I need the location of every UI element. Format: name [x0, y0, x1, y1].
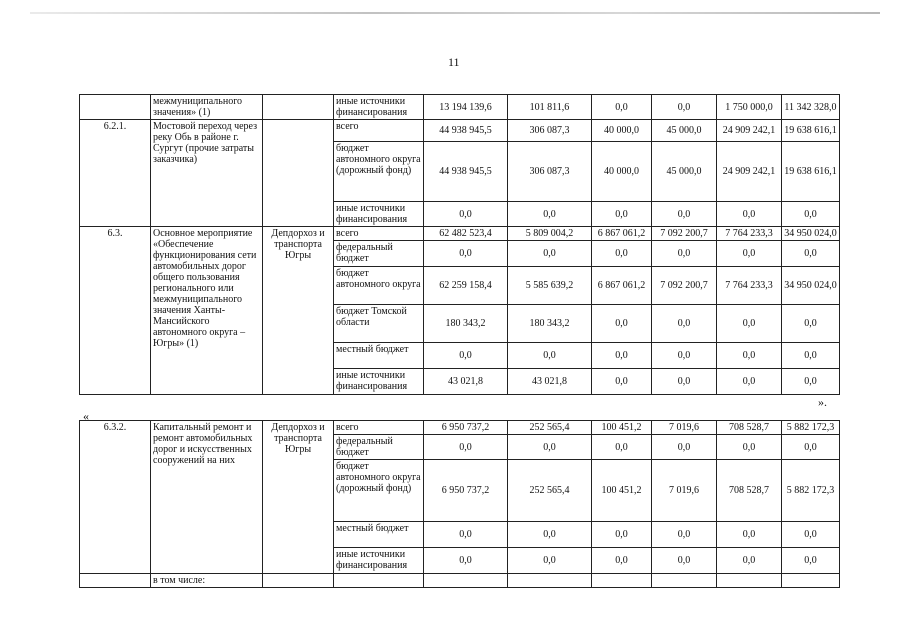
value-cell: 306 087,3: [508, 142, 592, 202]
value-cell: 0,0: [592, 369, 652, 395]
value-cell: 0,0: [652, 343, 717, 369]
value-cell: 0,0: [592, 522, 652, 548]
row-name: Капитальный ремонт и ремонт автомобильных дорог и искусственных сооружений на них: [151, 421, 263, 574]
closing-quote: ».: [818, 395, 827, 409]
value-cell: 45 000,0: [652, 120, 717, 142]
row-responsible: [263, 574, 334, 588]
value-cell: 0,0: [717, 369, 782, 395]
value-cell: 0,0: [424, 522, 508, 548]
table-row: [80, 421, 840, 435]
value-cell: 44 938 945,5: [424, 120, 508, 142]
row-name: в том числе:: [151, 574, 263, 588]
value-cell: 1 750 000,0: [717, 95, 782, 120]
value-cell: 5 585 639,2: [508, 267, 592, 305]
value-cell: 0,0: [782, 241, 840, 267]
value-cell: 0,0: [508, 548, 592, 574]
row-source: иные источники финансирования: [334, 202, 424, 227]
value-cell: [424, 574, 508, 588]
value-cell: 0,0: [782, 435, 840, 460]
value-cell: [652, 574, 717, 588]
value-cell: 0,0: [782, 548, 840, 574]
value-cell: 0,0: [508, 343, 592, 369]
value-cell: 6 867 061,2: [592, 267, 652, 305]
row-name: Основное мероприятие «Обеспечение функционирования сети автомобильных дорог общего пользования регионального или межмуниципального значения Ханты-Мансийского автономного округа – Югры» (1): [151, 227, 263, 395]
value-cell: 0,0: [782, 305, 840, 343]
row-source: федеральный бюджет: [334, 435, 424, 460]
value-cell: 6 950 737,2: [424, 421, 508, 435]
value-cell: 7 092 200,7: [652, 227, 717, 241]
value-cell: 43 021,8: [424, 369, 508, 395]
value-cell: [782, 574, 840, 588]
value-cell: 11 342 328,0: [782, 95, 840, 120]
value-cell: 5 882 172,3: [782, 460, 840, 522]
value-cell: 7 764 233,3: [717, 267, 782, 305]
table-row: [80, 120, 840, 142]
row-name: межмуниципального значения» (1): [151, 95, 263, 120]
value-cell: 0,0: [717, 202, 782, 227]
scan-edge: [30, 12, 880, 14]
value-cell: 100 451,2: [592, 460, 652, 522]
value-cell: 43 021,8: [508, 369, 592, 395]
value-cell: 180 343,2: [508, 305, 592, 343]
row-responsible: [263, 120, 334, 227]
value-cell: 0,0: [652, 241, 717, 267]
value-cell: 7 019,6: [652, 421, 717, 435]
row-source: бюджет автономного округа (дорожный фонд): [334, 460, 424, 522]
value-cell: 0,0: [424, 435, 508, 460]
value-cell: 0,0: [508, 202, 592, 227]
row-code: [80, 574, 151, 588]
row-responsible: Депдорхоз и транспорта Югры: [263, 227, 334, 395]
row-source: федеральный бюджет: [334, 241, 424, 267]
value-cell: 6 867 061,2: [592, 227, 652, 241]
value-cell: 45 000,0: [652, 142, 717, 202]
row-source: бюджет Томской области: [334, 305, 424, 343]
value-cell: 0,0: [782, 202, 840, 227]
row-code: 6.2.1.: [80, 120, 151, 227]
value-cell: 252 565,4: [508, 460, 592, 522]
value-cell: 19 638 616,1: [782, 120, 840, 142]
value-cell: 7 092 200,7: [652, 267, 717, 305]
value-cell: 306 087,3: [508, 120, 592, 142]
value-cell: [592, 574, 652, 588]
value-cell: 0,0: [592, 343, 652, 369]
row-source: всего: [334, 120, 424, 142]
row-responsible: Депдорхоз и транспорта Югры: [263, 421, 334, 574]
value-cell: 0,0: [592, 95, 652, 120]
table-row: [80, 574, 840, 588]
value-cell: 0,0: [652, 522, 717, 548]
value-cell: 0,0: [592, 548, 652, 574]
row-source: иные источники финансирования: [334, 548, 424, 574]
value-cell: 0,0: [782, 522, 840, 548]
budget-table-2: [79, 420, 840, 588]
value-cell: 13 194 139,6: [424, 95, 508, 120]
value-cell: 180 343,2: [424, 305, 508, 343]
value-cell: 0,0: [424, 202, 508, 227]
value-cell: 5 882 172,3: [782, 421, 840, 435]
row-source: всего: [334, 227, 424, 241]
value-cell: 0,0: [508, 522, 592, 548]
value-cell: 0,0: [592, 305, 652, 343]
row-source: местный бюджет: [334, 343, 424, 369]
value-cell: 0,0: [717, 305, 782, 343]
value-cell: [717, 574, 782, 588]
row-source: бюджет автономного округа: [334, 267, 424, 305]
value-cell: 100 451,2: [592, 421, 652, 435]
value-cell: 0,0: [508, 435, 592, 460]
row-source: иные источники финансирования: [334, 95, 424, 120]
value-cell: 0,0: [652, 369, 717, 395]
value-cell: 0,0: [717, 241, 782, 267]
value-cell: 34 950 024,0: [782, 227, 840, 241]
value-cell: 101 811,6: [508, 95, 592, 120]
row-code: 6.3.2.: [80, 421, 151, 574]
table-row: [80, 95, 840, 120]
budget-table-1: [79, 94, 840, 395]
row-source: иные источники финансирования: [334, 369, 424, 395]
row-source: бюджет автономного округа (дорожный фонд): [334, 142, 424, 202]
value-cell: 0,0: [782, 369, 840, 395]
value-cell: 0,0: [508, 241, 592, 267]
value-cell: 0,0: [782, 343, 840, 369]
row-source: местный бюджет: [334, 522, 424, 548]
row-code: 6.3.: [80, 227, 151, 395]
value-cell: 19 638 616,1: [782, 142, 840, 202]
row-source: [334, 574, 424, 588]
value-cell: 34 950 024,0: [782, 267, 840, 305]
value-cell: 24 909 242,1: [717, 142, 782, 202]
value-cell: 6 950 737,2: [424, 460, 508, 522]
value-cell: 0,0: [652, 305, 717, 343]
table-row: [80, 227, 840, 241]
value-cell: 5 809 004,2: [508, 227, 592, 241]
value-cell: 0,0: [717, 522, 782, 548]
value-cell: 0,0: [717, 435, 782, 460]
value-cell: 0,0: [652, 548, 717, 574]
row-source: всего: [334, 421, 424, 435]
value-cell: 0,0: [717, 548, 782, 574]
value-cell: 0,0: [424, 343, 508, 369]
value-cell: 0,0: [424, 241, 508, 267]
opening-quote: «: [83, 409, 89, 423]
row-responsible: [263, 95, 334, 120]
value-cell: 0,0: [592, 202, 652, 227]
value-cell: 0,0: [592, 241, 652, 267]
value-cell: [508, 574, 592, 588]
row-name: Мостовой переход через реку Обь в районе г. Сургут (прочие затраты заказчика): [151, 120, 263, 227]
value-cell: 44 938 945,5: [424, 142, 508, 202]
page-number: 11: [448, 55, 460, 69]
value-cell: 62 259 158,4: [424, 267, 508, 305]
value-cell: 7 019,6: [652, 460, 717, 522]
value-cell: 0,0: [424, 548, 508, 574]
row-code: [80, 95, 151, 120]
value-cell: 252 565,4: [508, 421, 592, 435]
value-cell: 62 482 523,4: [424, 227, 508, 241]
value-cell: 0,0: [717, 343, 782, 369]
value-cell: 0,0: [652, 435, 717, 460]
value-cell: 708 528,7: [717, 421, 782, 435]
value-cell: 7 764 233,3: [717, 227, 782, 241]
value-cell: 40 000,0: [592, 142, 652, 202]
value-cell: 0,0: [592, 435, 652, 460]
value-cell: 0,0: [652, 95, 717, 120]
value-cell: 24 909 242,1: [717, 120, 782, 142]
value-cell: 708 528,7: [717, 460, 782, 522]
value-cell: 40 000,0: [592, 120, 652, 142]
value-cell: 0,0: [652, 202, 717, 227]
